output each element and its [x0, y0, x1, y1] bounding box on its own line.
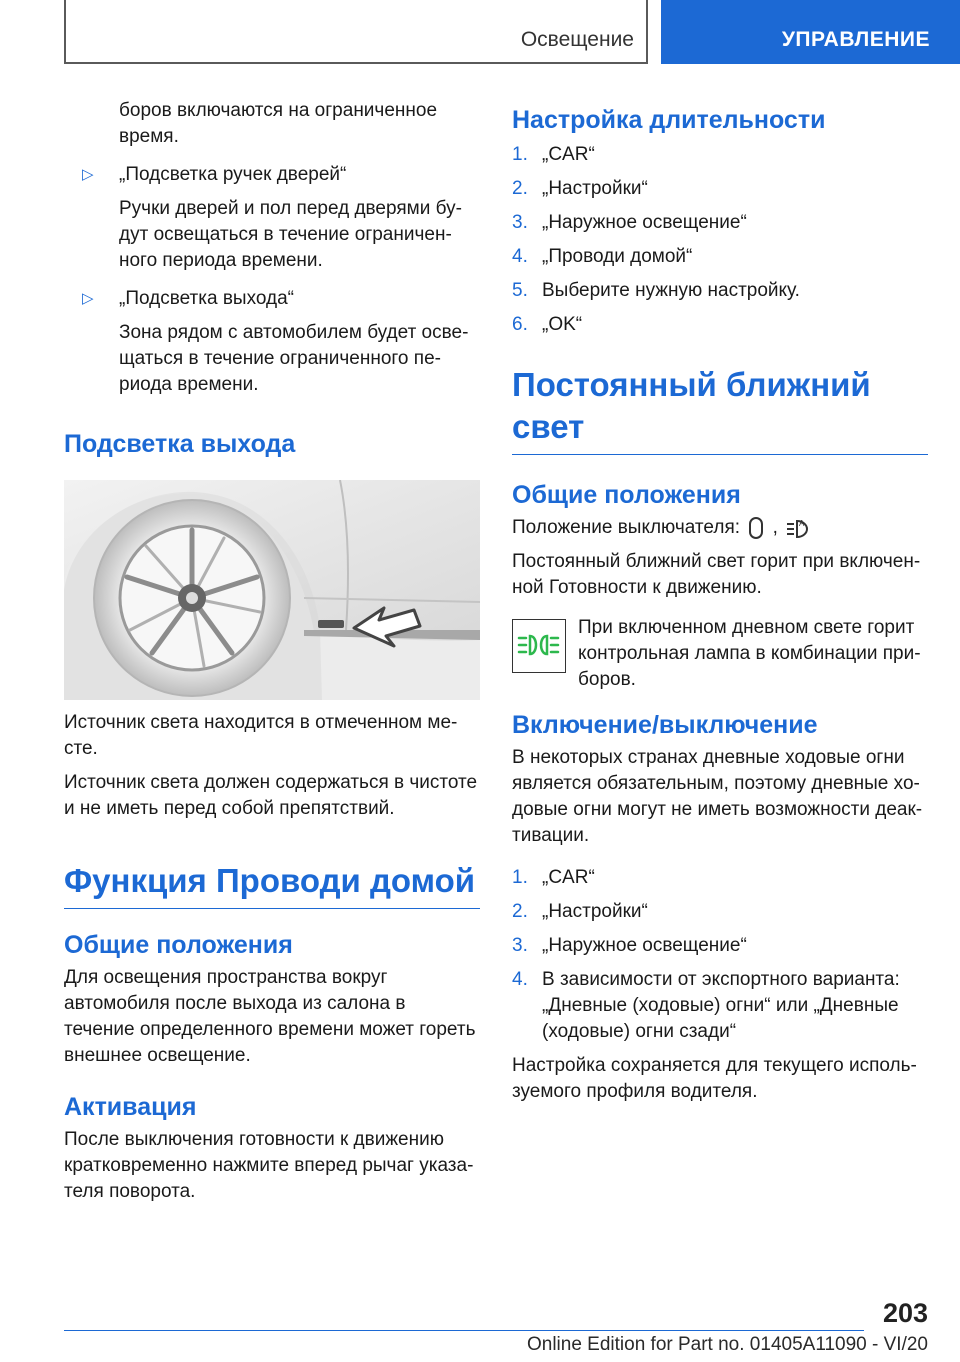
page-number: 203	[882, 1298, 928, 1328]
step-text: „Наружное освещение“	[542, 212, 747, 233]
list-item	[512, 278, 928, 304]
low-beam-general-heading: Общие положения	[512, 481, 741, 509]
triangle-bullet-icon: ▷	[82, 290, 94, 307]
exit-light-heading: Подсветка выхода	[64, 430, 296, 458]
follow-me-general-text: Для освещения пространства вокруг автомобиля после выхода из салона в течение определенного времени может гореть внешнее освещение.	[64, 967, 476, 1066]
switch-position-label: Положение выключателя:	[512, 517, 741, 539]
step-text: „Наружное освещение“	[542, 935, 747, 957]
left-column	[64, 98, 480, 1205]
follow-me-heading: Функция Проводи домой	[64, 862, 476, 899]
header-chapter-tab	[661, 0, 960, 64]
step-text: „Настройки“	[542, 901, 648, 923]
list-item-title: „Подсветка выхода“	[119, 288, 294, 309]
list-item	[512, 967, 928, 1045]
switch-position-separator: ,	[772, 517, 778, 539]
activation-text: После выключения готовности к движению кратковременно нажмите вперед рычаг указателя поворота.	[64, 1129, 474, 1202]
step-text: „Настройки“	[542, 178, 648, 199]
header-section-title: Освещение	[520, 28, 634, 51]
step-number: 3.	[512, 212, 528, 233]
indicator-box	[512, 619, 566, 673]
low-beam-text: Постоянный ближний свет горит при включенной Готовности к движению.	[512, 551, 921, 599]
step-text: „CAR“	[542, 867, 595, 889]
on-off-outro: Настройка сохраняется для текущего используемого профиля водителя.	[512, 1055, 917, 1103]
daytime-running-light-icon	[513, 620, 564, 671]
continued-text: боров включаются на ограниченное время.	[119, 100, 438, 147]
footer-edition: Online Edition for Part no. 01405A11090 - VI/20	[526, 1334, 928, 1355]
list-item-title: „Подсветка ручек дверей“	[119, 164, 347, 185]
low-beam-heading: Постоянный ближний свет	[512, 366, 871, 445]
step-text: „Проводи домой“	[542, 246, 693, 267]
step-number: 2.	[512, 901, 528, 923]
list-item	[512, 142, 928, 168]
step-number: 4.	[512, 246, 528, 267]
list-item	[512, 865, 928, 891]
indicator-text: При включенном дневном свете горит контрольная лампа в комбинации приборов.	[578, 617, 921, 691]
activation-heading: Активация	[64, 1093, 197, 1121]
follow-me-heading-block	[64, 860, 480, 909]
step-number: 5.	[512, 280, 528, 301]
duration-heading: Настройка длительности	[512, 106, 826, 134]
list-item	[64, 162, 480, 274]
step-number: 1.	[512, 144, 528, 165]
step-number: 4.	[512, 969, 528, 991]
lights-off-switch-icon	[745, 515, 767, 541]
on-off-intro: В некоторых странах дневные ходовые огни является обязательным, поэтому дневные ходовые огни могут не иметь возможности деактивации.	[512, 747, 923, 847]
list-item	[512, 176, 928, 202]
list-item	[512, 244, 928, 270]
list-item	[512, 312, 928, 338]
on-off-heading: Включение/выключение	[512, 711, 818, 740]
step-text: „CAR“	[542, 144, 595, 165]
switch-position-line	[512, 515, 928, 541]
list-item-text: Зона рядом с автомобилем будет освещаться в течение ограниченного периода времени.	[119, 322, 469, 395]
follow-me-general-heading: Общие положения	[64, 931, 293, 959]
indicator-note	[512, 615, 928, 693]
auto-headlight-icon	[783, 515, 813, 541]
low-beam-heading-block	[512, 364, 928, 455]
step-text: „OK“	[542, 314, 583, 335]
svg-text:A: A	[799, 519, 805, 528]
exit-light-text-2: Источник света должен содержаться в чистоте и не иметь перед собой препятствий.	[64, 772, 478, 819]
step-number: 1.	[512, 867, 528, 889]
step-text: В зависимости от экспортного варианта: „Дневные (ходовые) огни“ или „Дневные (ходовые) огни сзади“	[542, 969, 900, 1043]
header-section-tab	[64, 0, 648, 64]
list-item	[512, 933, 928, 959]
step-text: Выберите нужную настройку.	[542, 280, 800, 301]
list-item-text: Ручки дверей и пол перед дверями будут освещаться в течение ограниченного периода времени.	[119, 198, 462, 271]
step-number: 6.	[512, 314, 528, 335]
list-item	[512, 210, 928, 236]
header-chapter-title: УПРАВЛЕНИЕ	[781, 28, 930, 51]
triangle-bullet-icon: ▷	[82, 166, 94, 183]
right-column	[512, 98, 928, 1105]
car-exit-light-illustration	[64, 480, 480, 700]
footer-rule	[64, 1330, 864, 1331]
step-number: 2.	[512, 178, 528, 199]
step-number: 3.	[512, 935, 528, 957]
list-item	[512, 899, 928, 925]
list-item	[64, 286, 480, 398]
exit-light-text-1: Источник света находится в отмеченном месте.	[64, 712, 458, 759]
